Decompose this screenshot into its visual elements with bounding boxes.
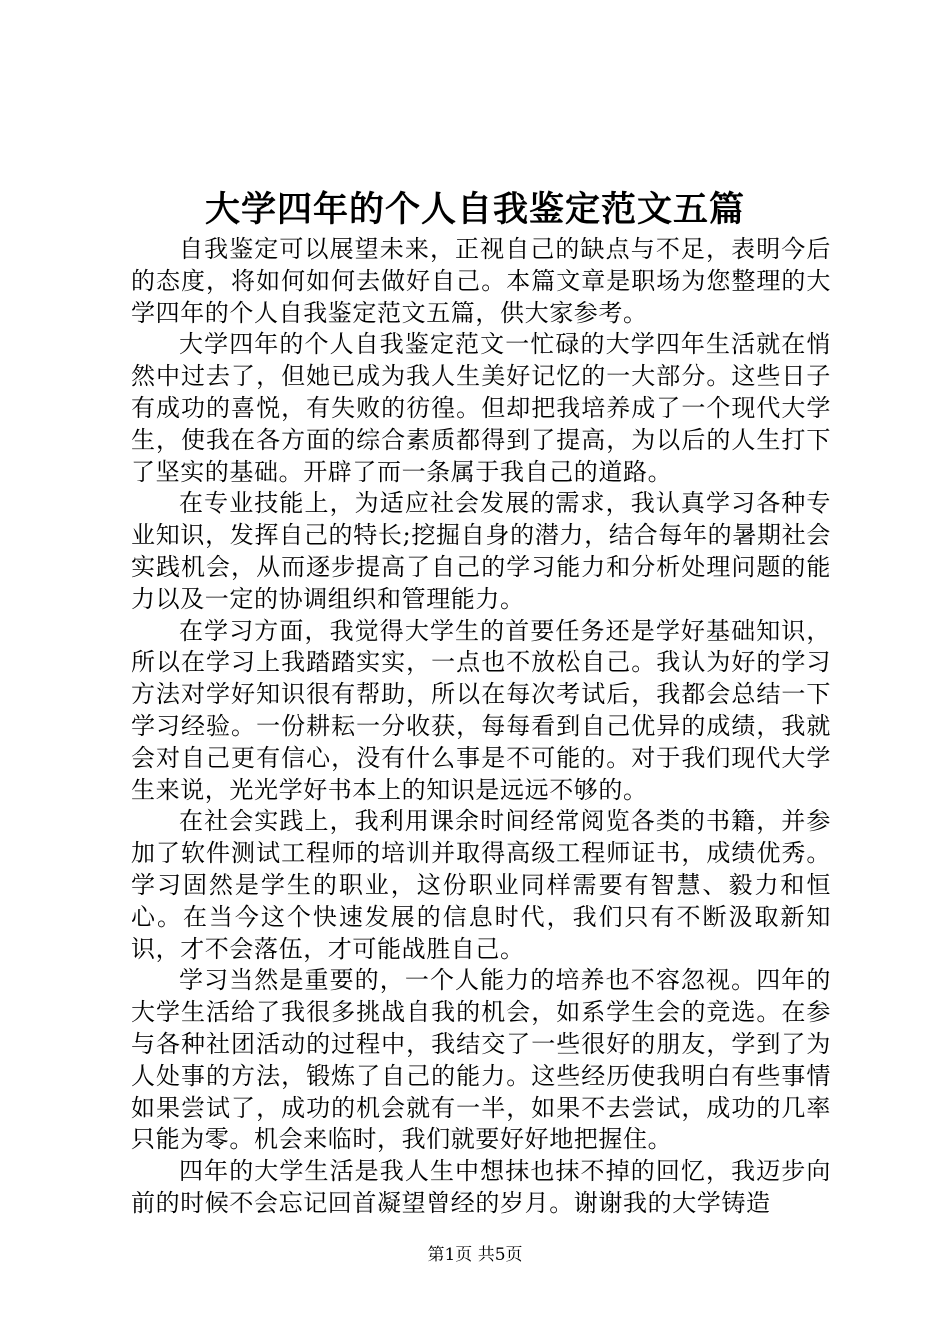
- paragraph-study: 在学习方面，我觉得大学生的首要任务还是学好基础知识，所以在学习上我踏踏实实，一点也不放松自己。我认为好的学习方法对学好知识很有帮助，所以在每次考试后，我都会总结一下学习经验。一份耕耘一分收获，每每看到自己优异的成绩，我就会对自己更有信心，没有什么事是不可能的。对于我们现代大学生来说，光光学好书本上的知识是远远不够的。: [131, 616, 831, 804]
- paragraph-social-practice: 在社会实践上，我利用课余时间经常阅览各类的书籍，并参加了软件测试工程师的培训并取得高级工程师证书，成绩优秀。学习固然是学生的职业，这份职业同样需要有智慧、毅力和恒心。在当今这个快速发展的信息时代，我们只有不断汲取新知识，才不会落伍，才可能战胜自己。: [131, 807, 831, 963]
- page-number-footer: 第1页 共5页: [427, 1245, 523, 1265]
- paragraph-essay-one: 大学四年的个人自我鉴定范文一忙碌的大学四年生活就在悄然中过去了，但她已成为我人生美好记忆的一大部分。这些日子有成功的喜悦，有失败的彷徨。但却把我培养成了一个现代大学生，使我在各方面的综合素质都得到了提高，为以后的人生打下了坚实的基础。开辟了而一条属于我自己的道路。: [131, 330, 831, 486]
- paragraph-professional-skills: 在专业技能上，为适应社会发展的需求，我认真学习各种专业知识，发挥自己的特长;挖掘自身的潜力，结合每年的暑期社会实践机会，从而逐步提高了自己的学习能力和分析处理问题的能力以及一定的协调组织和管理能力。: [131, 489, 831, 613]
- paragraph-intro: 自我鉴定可以展望未来，正视自己的缺点与不足，表明今后的态度，将如何如何去做好自己。本篇文章是职场为您整理的大学四年的个人自我鉴定范文五篇，供大家参考。: [131, 235, 831, 327]
- document-body: [131, 234, 831, 1220]
- paragraph-ability: 学习当然是重要的，一个人能力的培养也不容忽视。四年的大学生活给了我很多挑战自我的机会，如系学生会的竞选。在参与各种社团活动的过程中，我结交了一些很好的朋友，学到了为人处事的方法，锻炼了自己的能力。这些经历使我明白有些事情如果尝试了，成功的机会就有一半，如果不去尝试，成功的几率只能为零。机会来临时，我们就要好好地把握住。: [131, 966, 831, 1154]
- paragraph-memories: 四年的大学生活是我人生中想抹也抹不掉的回忆，我迈步向前的时候不会忘记回首凝望曾经的岁月。谢谢我的大学铸造: [131, 1157, 831, 1217]
- document-title: 大学四年的个人自我鉴定范文五篇: [204, 190, 745, 230]
